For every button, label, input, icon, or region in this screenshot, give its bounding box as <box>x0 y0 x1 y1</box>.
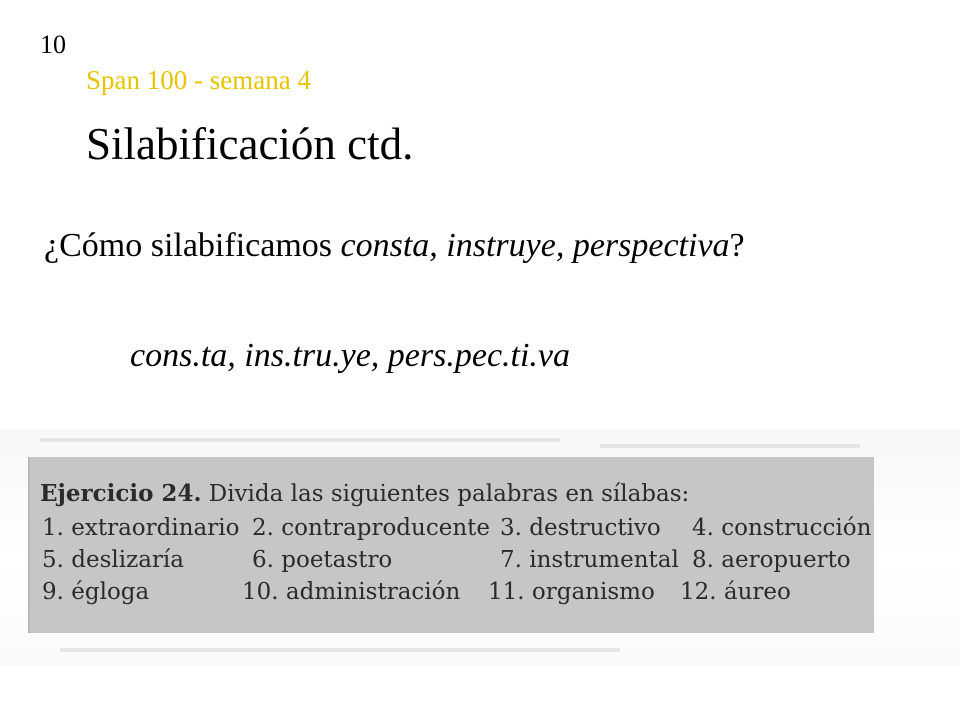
exercise-number: Ejercicio 24. <box>40 480 202 507</box>
question-suffix: ? <box>729 227 745 264</box>
question-text <box>44 224 745 268</box>
slide-title: Silabificación ctd. <box>86 119 414 169</box>
exercise-item: 3. destructivo <box>500 515 661 541</box>
exercise-instruction: Divida las siguientes palabras en sílabas: <box>201 481 690 507</box>
exercise-item: 9. égloga <box>42 579 150 605</box>
exercise-box <box>28 457 874 633</box>
exercise-item: 6. poetastro <box>252 547 393 573</box>
exercise-heading <box>40 479 689 509</box>
scan-artifact <box>600 444 860 448</box>
question-prefix: ¿Cómo silabificamos <box>44 227 341 264</box>
exercise-item: 10. administración <box>242 579 461 605</box>
exercise-item: 11. organismo <box>488 579 655 605</box>
course-label: Span 100 - semana 4 <box>86 65 311 95</box>
exercise-item: 7. instrumental <box>500 547 679 573</box>
exercise-item: 1. extraordinario <box>42 515 240 541</box>
scan-artifact <box>40 438 560 442</box>
question-words: consta, instruye, perspectiva <box>340 227 730 264</box>
exercise-item: 2. contraproducente <box>252 515 491 541</box>
exercise-item: 5. deslizaría <box>42 547 184 573</box>
answer-text: cons.ta, ins.tru.ye, pers.pec.ti.va <box>130 337 571 374</box>
exercise-item: 12. áureo <box>680 579 791 605</box>
exercise-item: 4. construcción <box>692 515 872 541</box>
slide-number: 10 <box>40 30 66 59</box>
scan-artifact <box>60 648 620 652</box>
exercise-item: 8. aeropuerto <box>692 547 851 573</box>
